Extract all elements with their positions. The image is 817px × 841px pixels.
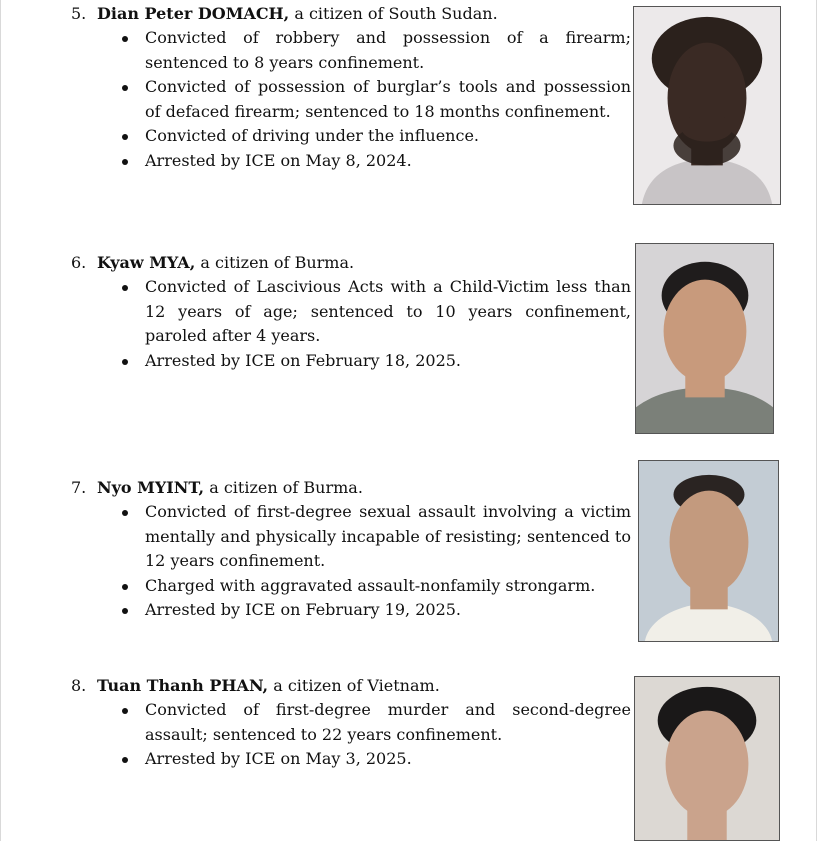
detainee-name: Nyo MYINT, <box>97 478 205 497</box>
entry-headline <box>71 674 631 698</box>
person-photo-icon <box>635 243 774 434</box>
entry-number: 7. <box>71 478 87 497</box>
detainee-entry-5 <box>71 2 631 173</box>
entry-number: 8. <box>71 676 87 695</box>
citizenship-text: a citizen of Burma. <box>204 478 363 497</box>
list-item: Arrested by ICE on February 18, 2025. <box>71 349 631 374</box>
offense-list <box>71 275 631 373</box>
list-item: Arrested by ICE on May 3, 2025. <box>71 747 631 772</box>
list-item: Convicted of first-degree sexual assault involving a victim mentally and physically incapable of resisting; sentenced to 12 years confinement. <box>71 500 631 574</box>
detainee-entry-7 <box>71 476 631 623</box>
entry-number: 5. <box>71 4 87 23</box>
list-item: Charged with aggravated assault-nonfamily strongarm. <box>71 574 631 599</box>
list-item: Arrested by ICE on May 8, 2024. <box>71 149 631 174</box>
detainee-entry-8 <box>71 674 631 772</box>
detainee-name: Tuan Thanh PHAN, <box>97 676 269 695</box>
entry-number: 6. <box>71 253 87 272</box>
person-photo-icon <box>633 6 781 205</box>
list-item: Convicted of driving under the influence. <box>71 124 631 149</box>
citizenship-text: a citizen of South Sudan. <box>289 4 498 23</box>
list-item: Convicted of first-degree murder and second-degree assault; sentenced to 22 years confinement. <box>71 698 631 747</box>
offense-list <box>71 698 631 772</box>
offense-list <box>71 26 631 173</box>
list-item: Arrested by ICE on February 19, 2025. <box>71 598 631 623</box>
list-item: Convicted of robbery and possession of a firearm; sentenced to 8 years confinement. <box>71 26 631 75</box>
citizenship-text: a citizen of Vietnam. <box>268 676 440 695</box>
entry-headline <box>71 476 631 500</box>
entry-headline <box>71 2 631 26</box>
citizenship-text: a citizen of Burma. <box>195 253 355 272</box>
detainee-name: Dian Peter DOMACH, <box>97 4 290 23</box>
person-photo-icon <box>638 460 779 642</box>
person-photo-icon <box>634 676 780 841</box>
offense-list <box>71 500 631 623</box>
detainee-name: Kyaw MYA, <box>97 253 196 272</box>
entry-headline <box>71 251 631 275</box>
list-item: Convicted of Lascivious Acts with a Child-Victim less than 12 years of age; sentenced to 10 years confinement, paroled after 4 years. <box>71 275 631 349</box>
list-item: Convicted of possession of burglar’s tools and possession of defaced firearm; sentenced to 18 months confinement. <box>71 75 631 124</box>
detainee-entry-6 <box>71 251 631 373</box>
